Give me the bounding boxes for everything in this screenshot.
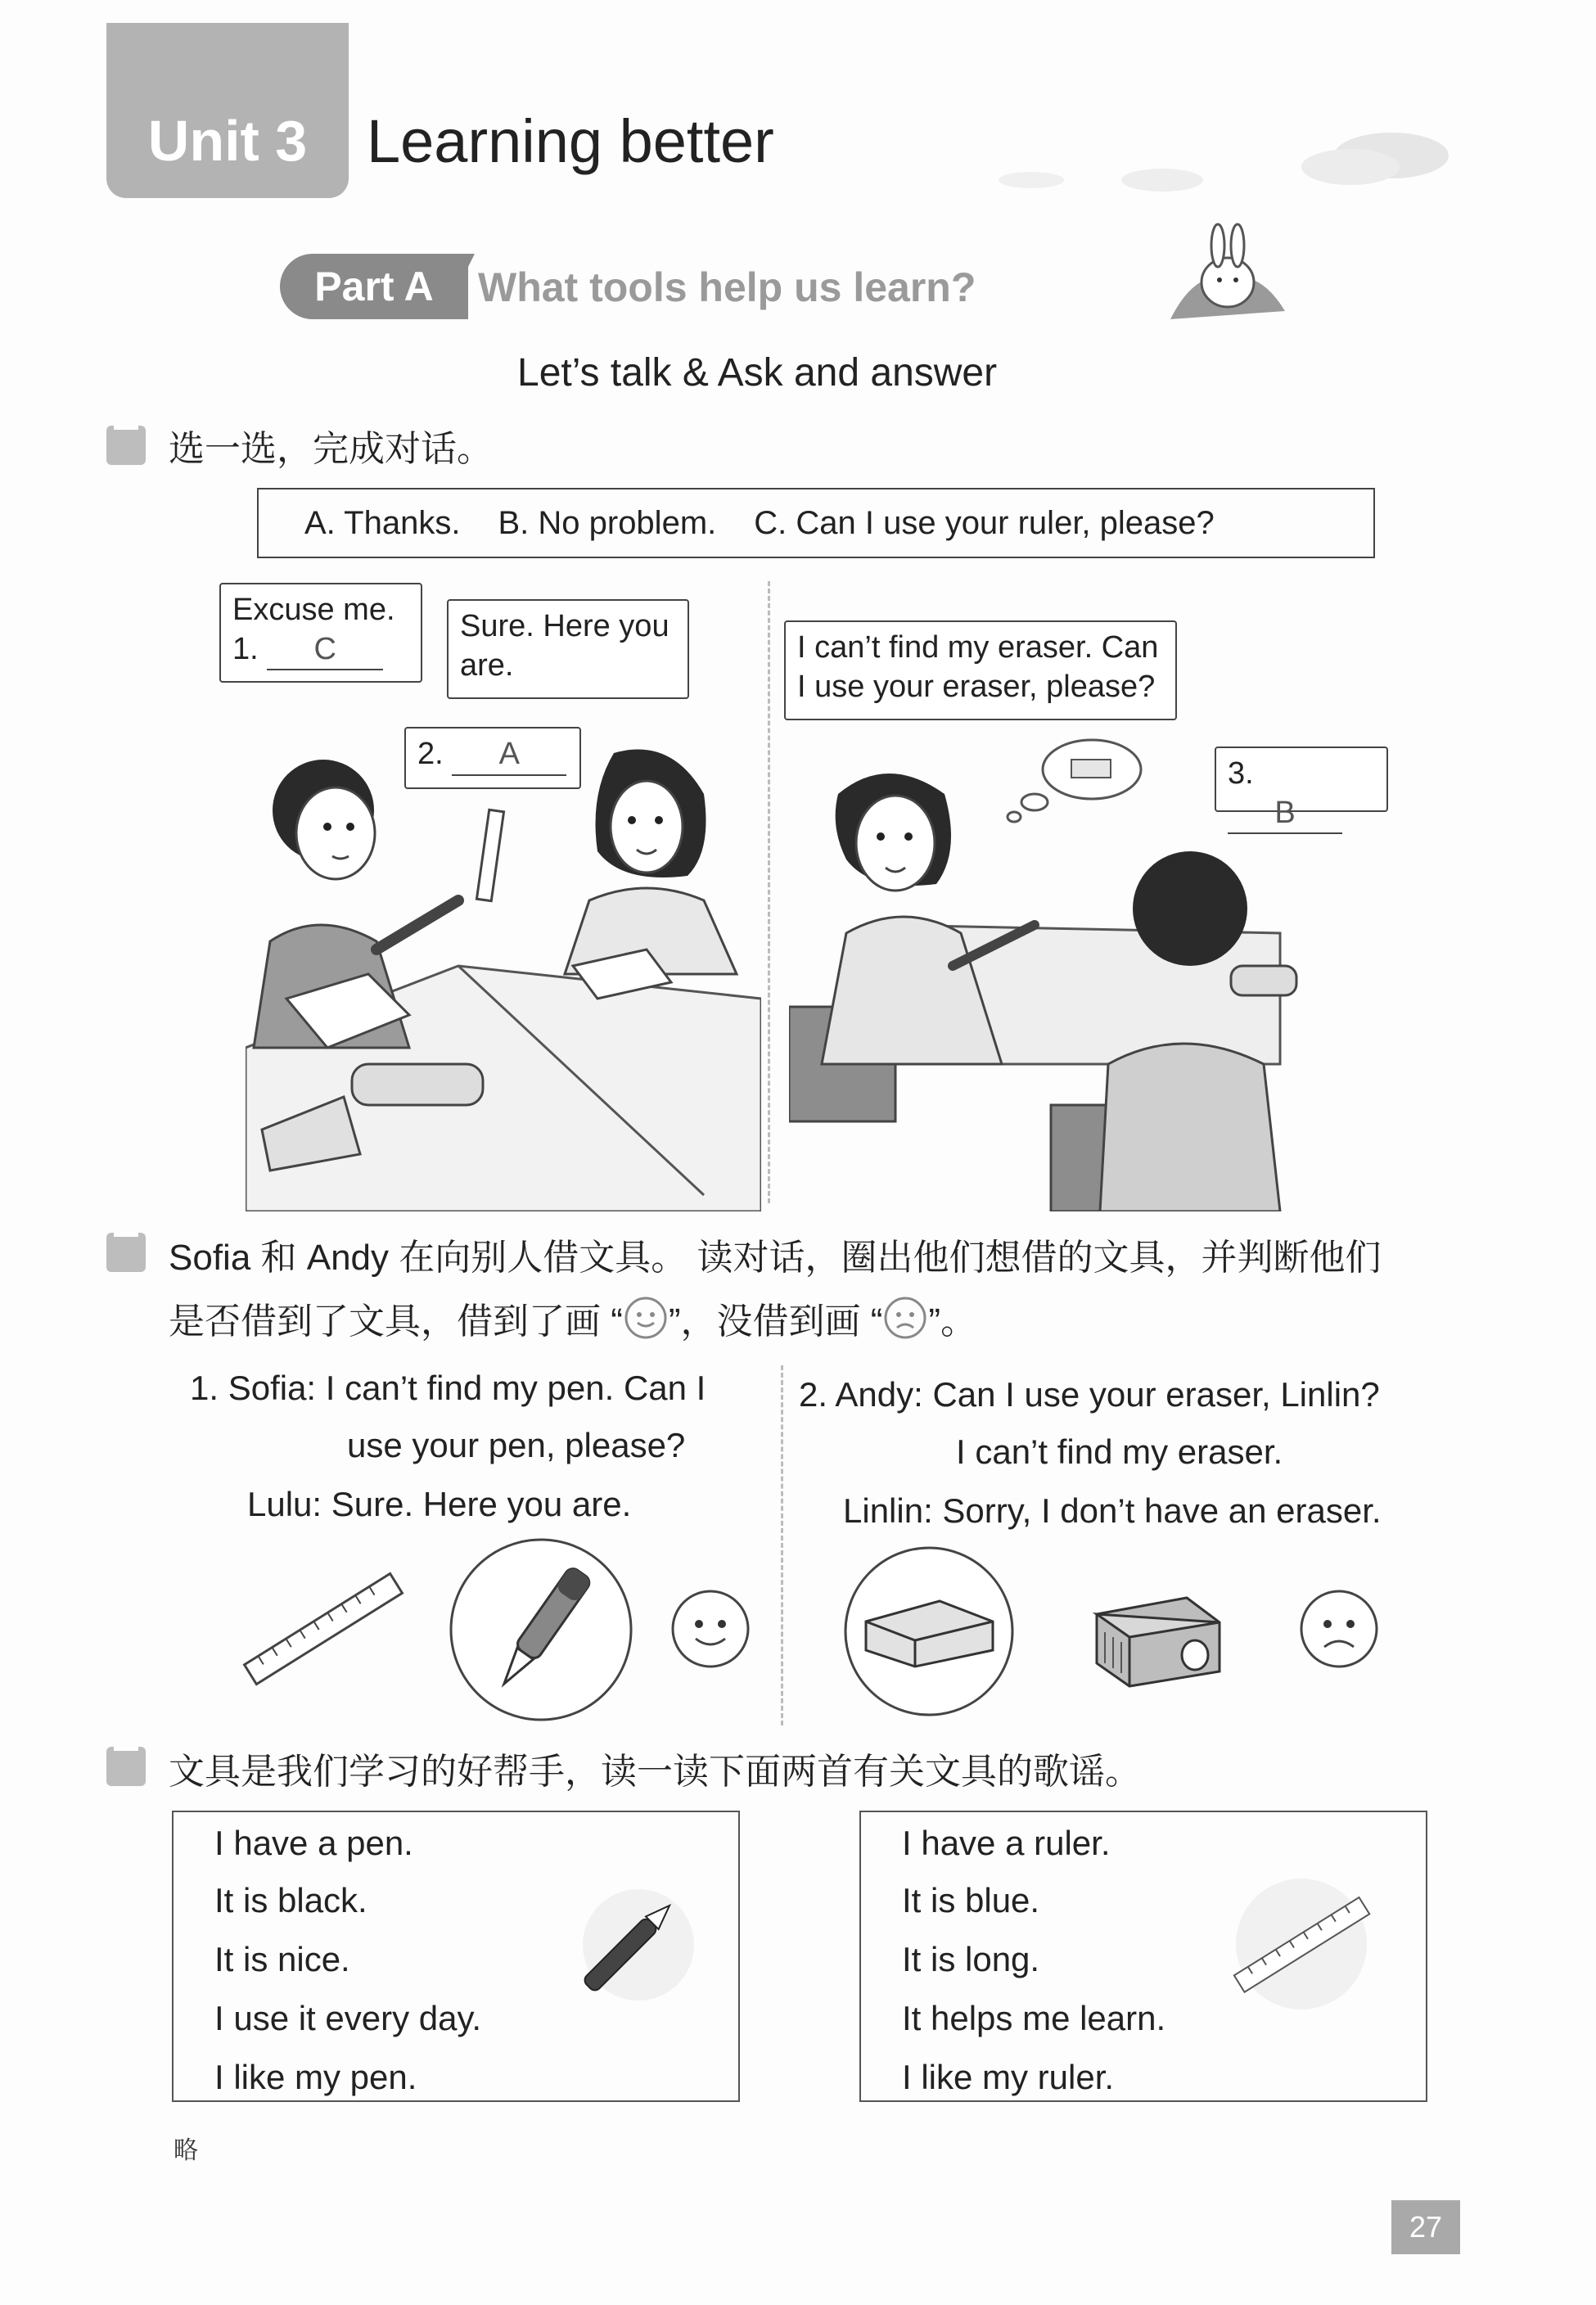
instruction-part-a: 是否借到了文具，借到了画 “ <box>169 1301 623 1342</box>
bubble-blank-3 <box>1215 747 1388 830</box>
cloud-decoration <box>966 98 1473 213</box>
poem2-line3: It is long. <box>902 1940 1040 1978</box>
bubble-sure-here: Sure. Here you are. <box>447 599 689 699</box>
section-1-icon <box>106 426 146 465</box>
unit-label: Unit 3 <box>147 109 308 173</box>
ruler-icon <box>1220 1866 1383 2022</box>
dialog1-line3: Lulu: Sure. Here you are. <box>247 1485 632 1523</box>
eraser-circled-icon[interactable] <box>841 1544 1017 1719</box>
omit-note: 略 <box>174 2137 198 2164</box>
dialog2-line2: I can’t find my eraser. <box>956 1432 1283 1471</box>
blank-2-number: 2. <box>417 737 444 771</box>
dialog2-line1: 2. Andy: Can I use your eraser, Linlin? <box>799 1375 1380 1414</box>
smiley-face-icon[interactable] <box>670 1588 751 1670</box>
options-box <box>257 488 1375 558</box>
sad-face-icon <box>882 1295 928 1341</box>
sad-face-icon[interactable] <box>1298 1588 1380 1670</box>
part-a-label: Part A <box>280 254 468 319</box>
pen-icon <box>557 1879 696 2019</box>
section-2-instruction-line2 <box>169 1292 976 1344</box>
lesson-title: Let’s talk & Ask and answer <box>517 351 998 395</box>
poem1-line1: I have a pen. <box>214 1824 413 1862</box>
option-b: B. No problem. <box>498 504 717 541</box>
option-c: C. Can I use your ruler, please? <box>754 504 1215 541</box>
poem1-line4: I use it every day. <box>214 1999 482 2037</box>
ruler-icon[interactable] <box>229 1563 417 1694</box>
blank-3-answer[interactable]: B <box>1228 794 1342 835</box>
section-3-instruction: 文具是我们学习的好帮手，读一读下面两首有关文具的歌谣。 <box>169 1752 1141 1792</box>
pen-circled-icon[interactable] <box>447 1536 635 1724</box>
section-2-instruction-line1: Sofia 和 Andy 在向别人借文具。 读对话，圈出他们想借的文具，并判断他们 <box>169 1238 1382 1278</box>
rabbit-mascot-icon <box>1162 221 1293 327</box>
section-3-icon <box>106 1747 146 1786</box>
unit-title: Learning better <box>367 107 774 175</box>
page-number: 27 <box>1391 2200 1460 2254</box>
section-1-divider <box>768 581 770 1203</box>
section-2-icon <box>106 1233 146 1272</box>
poem1-line5: I like my pen. <box>214 2058 417 2096</box>
dialog2-line3: Linlin: Sorry, I don’t have an eraser. <box>843 1491 1382 1530</box>
blank-1-answer[interactable]: C <box>267 630 383 671</box>
section-2-divider <box>781 1365 783 1725</box>
bubble-excuse-text: Excuse me. <box>232 593 395 627</box>
bubble-blank-2 <box>404 727 581 789</box>
dialog1-line1: 1. Sofia: I can’t find my pen. Can I <box>190 1369 706 1407</box>
blank-2-answer[interactable]: A <box>452 735 566 776</box>
section-1-instruction: 选一选，完成对话。 <box>169 429 493 469</box>
bubble-eraser-request: I can’t find my eraser. Can I use your eraser, please? <box>784 620 1177 720</box>
part-a-slant <box>442 254 475 319</box>
poem2-line1: I have a ruler. <box>902 1824 1111 1862</box>
part-question: What tools help us learn? <box>478 264 976 310</box>
instruction-part-c: ”。 <box>928 1301 977 1342</box>
poem1-line2: It is black. <box>214 1881 367 1919</box>
dialog1-line2: use your pen, please? <box>347 1426 686 1464</box>
option-a: A. Thanks. <box>304 504 461 541</box>
poem2-line2: It is blue. <box>902 1881 1040 1919</box>
blank-3-number: 3. <box>1228 756 1254 791</box>
blank-1 <box>232 630 409 671</box>
happy-face-icon <box>623 1295 669 1341</box>
bubble-excuse-me <box>219 583 422 683</box>
blank-1-number: 1. <box>232 631 259 666</box>
poem2-line4: It helps me learn. <box>902 1999 1166 2037</box>
pencil-sharpener-icon[interactable] <box>1089 1581 1228 1688</box>
unit-tab <box>106 23 349 198</box>
poem1-line3: It is nice. <box>214 1940 350 1978</box>
instruction-part-b: ”，没借到画 “ <box>668 1301 883 1342</box>
poem2-line5: I like my ruler. <box>902 2058 1115 2096</box>
